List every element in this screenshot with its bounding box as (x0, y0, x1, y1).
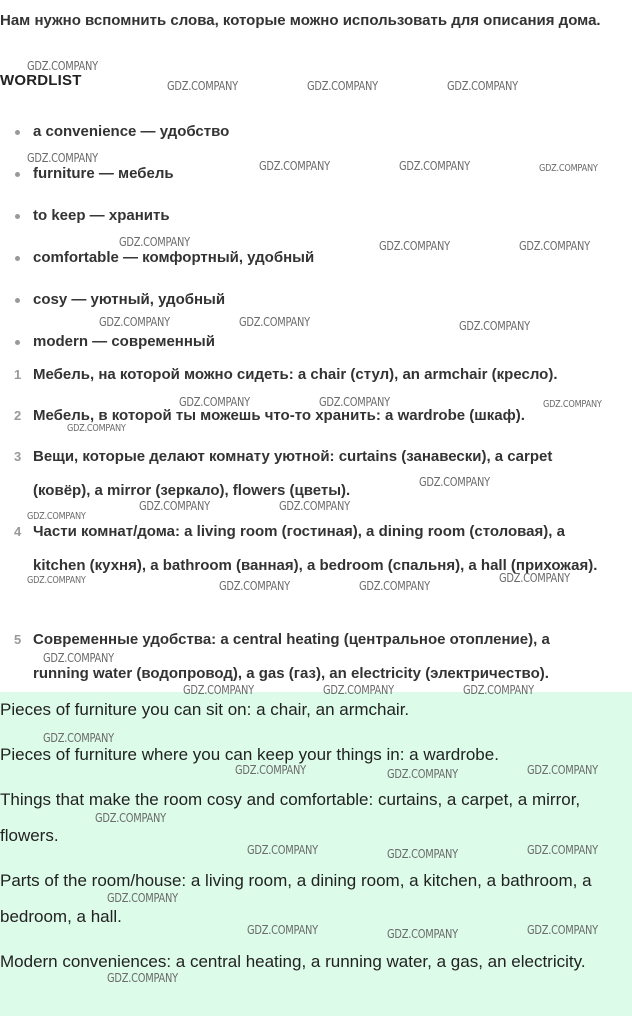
task-list (0, 358, 632, 690)
task-number: 2 (14, 408, 22, 423)
watermark: GDZ.COMPANY (27, 59, 98, 73)
word-text: comfortable — комфортный, удобный (33, 249, 315, 266)
answer-text: Parts of the room/house: a living room, a dining room, a kitchen, a bathroom, a bedroom, a hall. (0, 871, 592, 926)
watermark: GDZ.COMPANY (43, 651, 114, 665)
watermark: GDZ.COMPANY (519, 239, 590, 253)
watermark: GDZ.COMPANY (463, 683, 534, 697)
task-number: 4 (14, 524, 22, 539)
task-text: Вещи, которые делают комнату уютной: curtains (занавески), a carpet (ковёр), a mirror (зеркало), flowers (цветы). (33, 448, 553, 499)
watermark: GDZ.COMPANY (99, 315, 170, 329)
answer-text: Pieces of furniture where you can keep your things in: a wardrobe. (0, 745, 499, 764)
answer-text: Modern conveniences: a central heating, a running water, a gas, an electricity. (0, 952, 586, 971)
watermark: GDZ.COMPANY (539, 163, 598, 174)
watermark: GDZ.COMPANY (527, 843, 598, 857)
watermark: GDZ.COMPANY (27, 511, 86, 522)
watermark: GDZ.COMPANY (279, 499, 350, 513)
task-text: Современные удобства: a central heating (центральное отопление), a running water (водопровод), a gas (газ), an electricity (электричество). (33, 631, 550, 682)
watermark: GDZ.COMPANY (27, 575, 86, 586)
watermark: GDZ.COMPANY (179, 395, 250, 409)
watermark: GDZ.COMPANY (319, 395, 390, 409)
bullet-icon (15, 214, 20, 219)
watermark: GDZ.COMPANY (459, 319, 530, 333)
watermark: GDZ.COMPANY (247, 843, 318, 857)
word-item (0, 114, 632, 156)
word-text: furniture — мебель (33, 165, 174, 182)
answer-text: Things that make the room cosy and comfortable: curtains, a carpet, a mirror, flowers. (0, 790, 581, 845)
watermark: GDZ.COMPANY (247, 923, 318, 937)
watermark: GDZ.COMPANY (107, 971, 178, 985)
watermark: GDZ.COMPANY (527, 763, 598, 777)
watermark: GDZ.COMPANY (259, 159, 330, 173)
bullet-icon (15, 256, 20, 261)
task-number: 3 (14, 449, 22, 464)
bullet-icon (15, 340, 20, 345)
task-text: Мебель, на которой можно сидеть: a chair (стул), an armchair (кресло). (33, 366, 558, 383)
word-text: modern — современный (33, 333, 215, 350)
watermark: GDZ.COMPANY (219, 579, 290, 593)
watermark: GDZ.COMPANY (399, 159, 470, 173)
word-text: cosy — уютный, удобный (33, 291, 226, 308)
task-text: Части комнат/дома: a living room (гостиная), a dining room (столовая), a kitchen (кухня), a bathroom (ванная), a bedroom (спальня), a hall (прихожая). (33, 523, 598, 574)
watermark: GDZ.COMPANY (27, 151, 98, 165)
watermark: GDZ.COMPANY (239, 315, 310, 329)
word-text: to keep — хранить (33, 207, 170, 224)
watermark: GDZ.COMPANY (359, 579, 430, 593)
watermark: GDZ.COMPANY (387, 847, 458, 861)
word-text: a convenience — удобство (33, 123, 230, 140)
task-item (0, 358, 608, 399)
watermark: GDZ.COMPANY (235, 763, 306, 777)
answer-text: Pieces of furniture you can sit on: a chair, an armchair. (0, 700, 410, 719)
watermark: GDZ.COMPANY (95, 811, 166, 825)
watermark: GDZ.COMPANY (447, 79, 518, 93)
watermark: GDZ.COMPANY (183, 683, 254, 697)
bullet-icon (15, 130, 20, 135)
task-number: 1 (14, 367, 22, 382)
watermark: GDZ.COMPANY (119, 235, 190, 249)
watermark: GDZ.COMPANY (543, 399, 602, 410)
task-item (0, 515, 608, 623)
watermark: GDZ.COMPANY (67, 423, 126, 434)
bullet-icon (15, 298, 20, 303)
watermark: GDZ.COMPANY (419, 475, 490, 489)
word-item (0, 198, 632, 240)
watermark: GDZ.COMPANY (379, 239, 450, 253)
word-item (0, 282, 632, 324)
watermark: GDZ.COMPANY (387, 927, 458, 941)
watermark: GDZ.COMPANY (307, 79, 378, 93)
task-number: 5 (14, 632, 22, 647)
watermark: GDZ.COMPANY (107, 891, 178, 905)
watermark: GDZ.COMPANY (527, 923, 598, 937)
bullet-icon (15, 172, 20, 177)
task-text: Мебель, в которой ты можешь что-то хранить: a wardrobe (шкаф). (33, 407, 525, 424)
wordlist-title: WORDLIST (0, 72, 82, 89)
watermark: GDZ.COMPANY (323, 683, 394, 697)
watermark: GDZ.COMPANY (139, 499, 210, 513)
intro-text: Нам нужно вспомнить слова, которые можно использовать для описания дома. (0, 12, 601, 29)
watermark: GDZ.COMPANY (499, 571, 570, 585)
watermark: GDZ.COMPANY (167, 79, 238, 93)
watermark: GDZ.COMPANY (387, 767, 458, 781)
watermark: GDZ.COMPANY (43, 731, 114, 745)
